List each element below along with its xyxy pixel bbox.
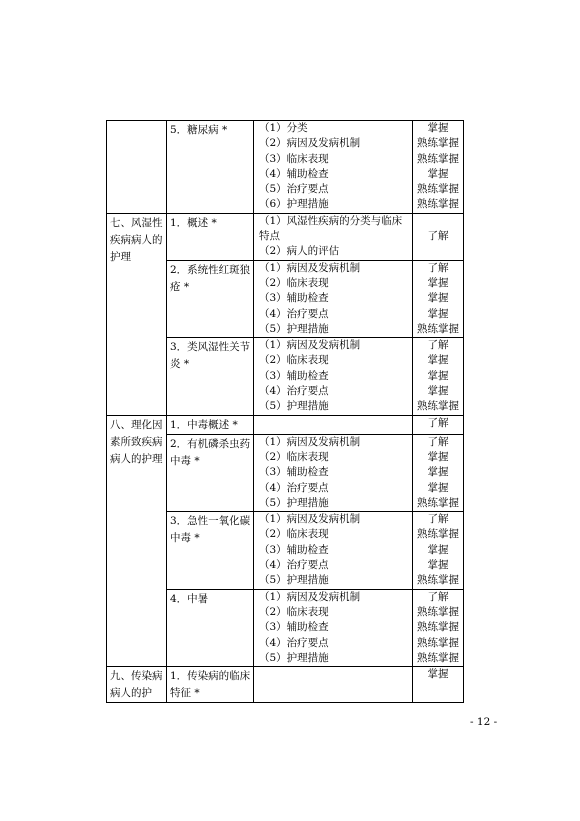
table-row	[107, 667, 464, 703]
subtopic-item: （1）分类	[259, 122, 308, 134]
level-label: 了解	[427, 590, 449, 603]
subtopic-item: （1）病因及发病机制	[259, 435, 361, 448]
level-label: 掌握	[427, 369, 449, 382]
level-label: 了解	[427, 513, 449, 526]
level-label: 掌握	[427, 450, 449, 463]
level-label: 了解	[427, 339, 449, 352]
topic-cell: 3．急性一氧化碳中毒 *	[167, 512, 254, 589]
category-cell: 七、风湿性疾病病人的护理	[107, 213, 167, 415]
subtopic-cell	[254, 415, 413, 434]
subtopic-item: （3）辅助检查	[259, 543, 329, 556]
topic-cell: 5．糖尿病 *	[167, 121, 254, 214]
subtopic-item: （1）病因及发病机制	[259, 513, 361, 526]
subtopic-item: （3）临床表现	[259, 152, 329, 165]
subtopic-item: （2）病人的评估	[259, 245, 340, 258]
level-label: 熟练掌握	[417, 198, 459, 211]
topic-cell: 2．系统性红斑狼疮 *	[167, 260, 254, 337]
level-cell	[413, 512, 464, 589]
level-label: 掌握	[427, 481, 449, 494]
topic-cell: 4．中暑	[167, 589, 254, 666]
level-cell	[413, 415, 464, 434]
level-cell	[413, 338, 464, 415]
level-cell	[413, 121, 464, 214]
subtopic-item: （1）病因及发病机制	[259, 261, 361, 274]
syllabus-table	[106, 120, 464, 703]
level-label: 熟练掌握	[417, 400, 459, 413]
subtopic-item: （2）临床表现	[259, 354, 329, 367]
level-label: 了解	[427, 435, 449, 448]
table-row	[107, 415, 464, 434]
level-label: 掌握	[427, 385, 449, 398]
level-label: 熟练掌握	[417, 605, 459, 618]
subtopic-item: （5）护理措施	[259, 496, 329, 509]
subtopic-cell	[254, 667, 413, 703]
subtopic-item: （4）治疗要点	[259, 385, 329, 398]
subtopic-item: （4）治疗要点	[259, 307, 329, 320]
subtopic-item: （2）临床表现	[259, 276, 329, 289]
subtopic-item: （4）治疗要点	[259, 481, 329, 494]
table-row	[107, 213, 464, 260]
subtopic-cell	[254, 512, 413, 589]
subtopic-cell	[254, 589, 413, 666]
subtopic-item: （4）治疗要点	[259, 636, 329, 649]
level-cell	[413, 213, 464, 260]
level-label: 熟练掌握	[417, 636, 459, 649]
level-cell	[413, 260, 464, 337]
level-label: 熟练掌握	[417, 621, 459, 634]
level-label: 熟练掌握	[417, 183, 459, 196]
subtopic-item: （3）辅助检查	[259, 369, 329, 382]
topic-cell: 1．传染病的临床特征 *	[167, 667, 254, 703]
level-cell	[413, 667, 464, 703]
subtopic-item: （5）治疗要点	[259, 183, 329, 196]
subtopic-item: （3）辅助检查	[259, 292, 329, 305]
level-label: 了解	[427, 261, 449, 274]
page-number: - 12 -	[470, 716, 498, 728]
subtopic-item: （5）护理措施	[259, 322, 329, 335]
subtopic-cell	[254, 260, 413, 337]
subtopic-item: （2）临床表现	[259, 528, 329, 541]
subtopic-item: （1）风湿性疾病的分类与临床特点	[259, 214, 403, 243]
level-label: 熟练掌握	[417, 496, 459, 509]
subtopic-item: （4）治疗要点	[259, 559, 329, 572]
subtopic-item: （6）护理措施	[259, 198, 329, 211]
subtopic-cell	[254, 434, 413, 511]
subtopic-item: （3）辅助检查	[259, 621, 329, 634]
category-cell: 八、理化因素所致疾病病人的护理	[107, 415, 167, 666]
level-label: 熟练掌握	[417, 651, 459, 664]
level-label: 熟练掌握	[417, 528, 459, 541]
category-cell-empty	[107, 121, 167, 214]
level-label: 熟练掌握	[417, 574, 459, 587]
subtopic-cell	[254, 338, 413, 415]
subtopic-cell	[254, 213, 413, 260]
level-label: 掌握	[427, 292, 449, 305]
subtopic-cell	[254, 121, 413, 214]
topic-cell: 1．概述 *	[167, 213, 254, 260]
level-label: 掌握	[427, 354, 449, 367]
subtopic-item: （2）临床表现	[259, 605, 329, 618]
topic-cell: 1．中毒概述 *	[167, 415, 254, 434]
level-label: 掌握	[427, 276, 449, 289]
level-label: 掌握	[427, 543, 449, 556]
topic-cell: 3．类风湿性关节炎 *	[167, 338, 254, 415]
level-cell	[413, 589, 464, 666]
table-row	[107, 121, 464, 214]
subtopic-item: （1）病因及发病机制	[259, 590, 361, 603]
subtopic-item: （5）护理措施	[259, 574, 329, 587]
level-label: 熟练掌握	[417, 322, 459, 335]
subtopic-item: （4）辅助检查	[259, 167, 329, 180]
level-cell	[413, 434, 464, 511]
level-label: 掌握	[427, 307, 449, 320]
subtopic-item: （5）护理措施	[259, 651, 329, 664]
subtopic-item: （5）护理措施	[259, 400, 329, 413]
subtopic-item: （2）病因及发病机制	[259, 137, 361, 150]
level-label: 掌握	[427, 122, 449, 134]
level-label: 了解	[427, 416, 449, 429]
level-label: 掌握	[427, 668, 449, 681]
category-cell: 九、传染病病人的护	[107, 667, 167, 703]
subtopic-item: （2）临床表现	[259, 450, 329, 463]
topic-cell: 2．有机磷杀虫药中毒 *	[167, 434, 254, 511]
level-label: 掌握	[427, 167, 449, 180]
level-label: 掌握	[427, 559, 449, 572]
subtopic-item: （3）辅助检查	[259, 466, 329, 479]
level-label: 了解	[427, 230, 449, 243]
subtopic-item: （1）病因及发病机制	[259, 339, 361, 352]
level-label: 掌握	[427, 466, 449, 479]
level-label: 熟练掌握	[417, 137, 459, 150]
level-label: 熟练掌握	[417, 152, 459, 165]
